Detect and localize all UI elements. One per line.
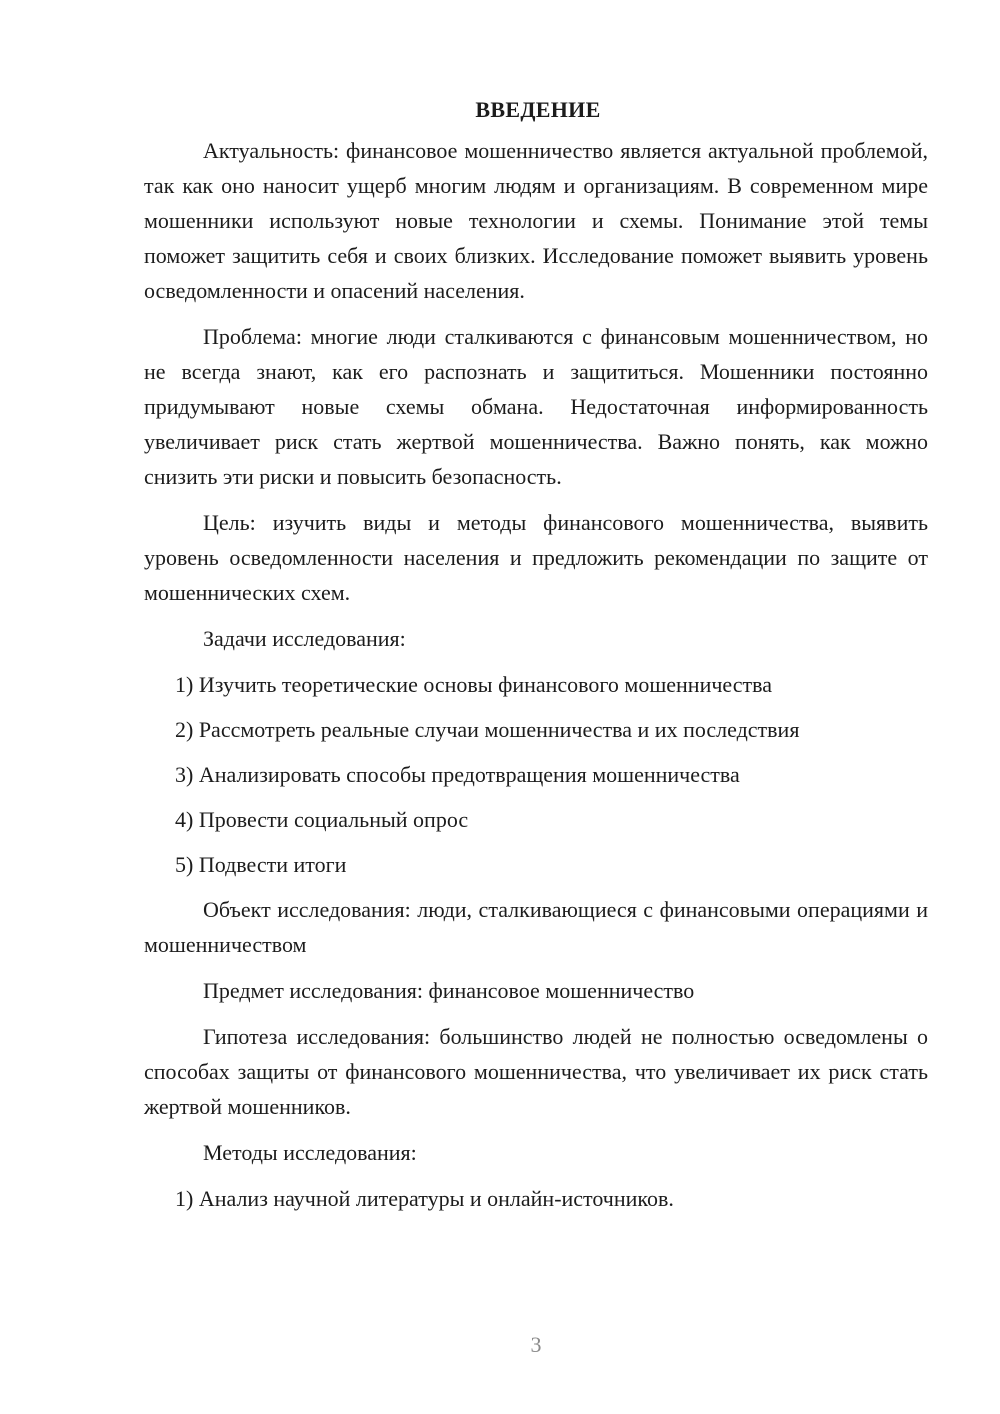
page-number: 3 [530, 1332, 542, 1357]
goal-paragraph: Цель: изучить виды и методы финансового мошенничества, выявить уровень осведомленности населения и предложить рекомендации по защите от мошеннических схем. [144, 510, 928, 605]
object-paragraph: Объект исследования: люди, сталкивающиеся с финансовыми операциями и мошенничеством [144, 897, 928, 957]
page-content [144, 92, 928, 1226]
task-item: 5) Подвести итоги [175, 852, 347, 877]
page-title: ВВЕДЕНИЕ [475, 97, 601, 122]
task-item: 1) Изучить теоретические основы финансового мошенничества [175, 672, 772, 697]
subject-paragraph: Предмет исследования: финансовое мошенничество [203, 978, 695, 1003]
task-item: 4) Провести социальный опрос [175, 807, 469, 832]
task-item: 3) Анализировать способы предотвращения мошенничества [175, 762, 740, 787]
hypothesis-paragraph: Гипотеза исследования: большинство людей не полностью осведомлены о способах защиты от финансового мошенничества, что увеличивает их риск стать жертвой мошенников. [144, 1024, 928, 1119]
methods-heading: Методы исследования: [203, 1140, 417, 1165]
relevance-paragraph: Актуальность: финансовое мошенничество является актуальной проблемой, так как оно наносит ущерб многим людям и организациям. В современном мире мошенники используют новые технологии и схемы. Понимание этой темы поможет защитить себя и своих близких. Исследование поможет выявить уровень осведомленности и опасений населения. [144, 138, 928, 303]
problem-paragraph: Проблема: многие люди сталкиваются с финансовым мошенничеством, но не всегда знают, как его распознать и защититься. Мошенники постоянно придумывают новые схемы обмана. Недостаточная информированность увеличивает риск стать жертвой мошенничества. Важно понять, как можно снизить эти риски и повысить безопасность. [144, 324, 928, 489]
method-item: 1) Анализ научной литературы и онлайн-источников. [175, 1186, 674, 1211]
task-item: 2) Рассмотреть реальные случаи мошенничества и их последствия [175, 717, 800, 742]
tasks-heading: Задачи исследования: [203, 626, 406, 651]
